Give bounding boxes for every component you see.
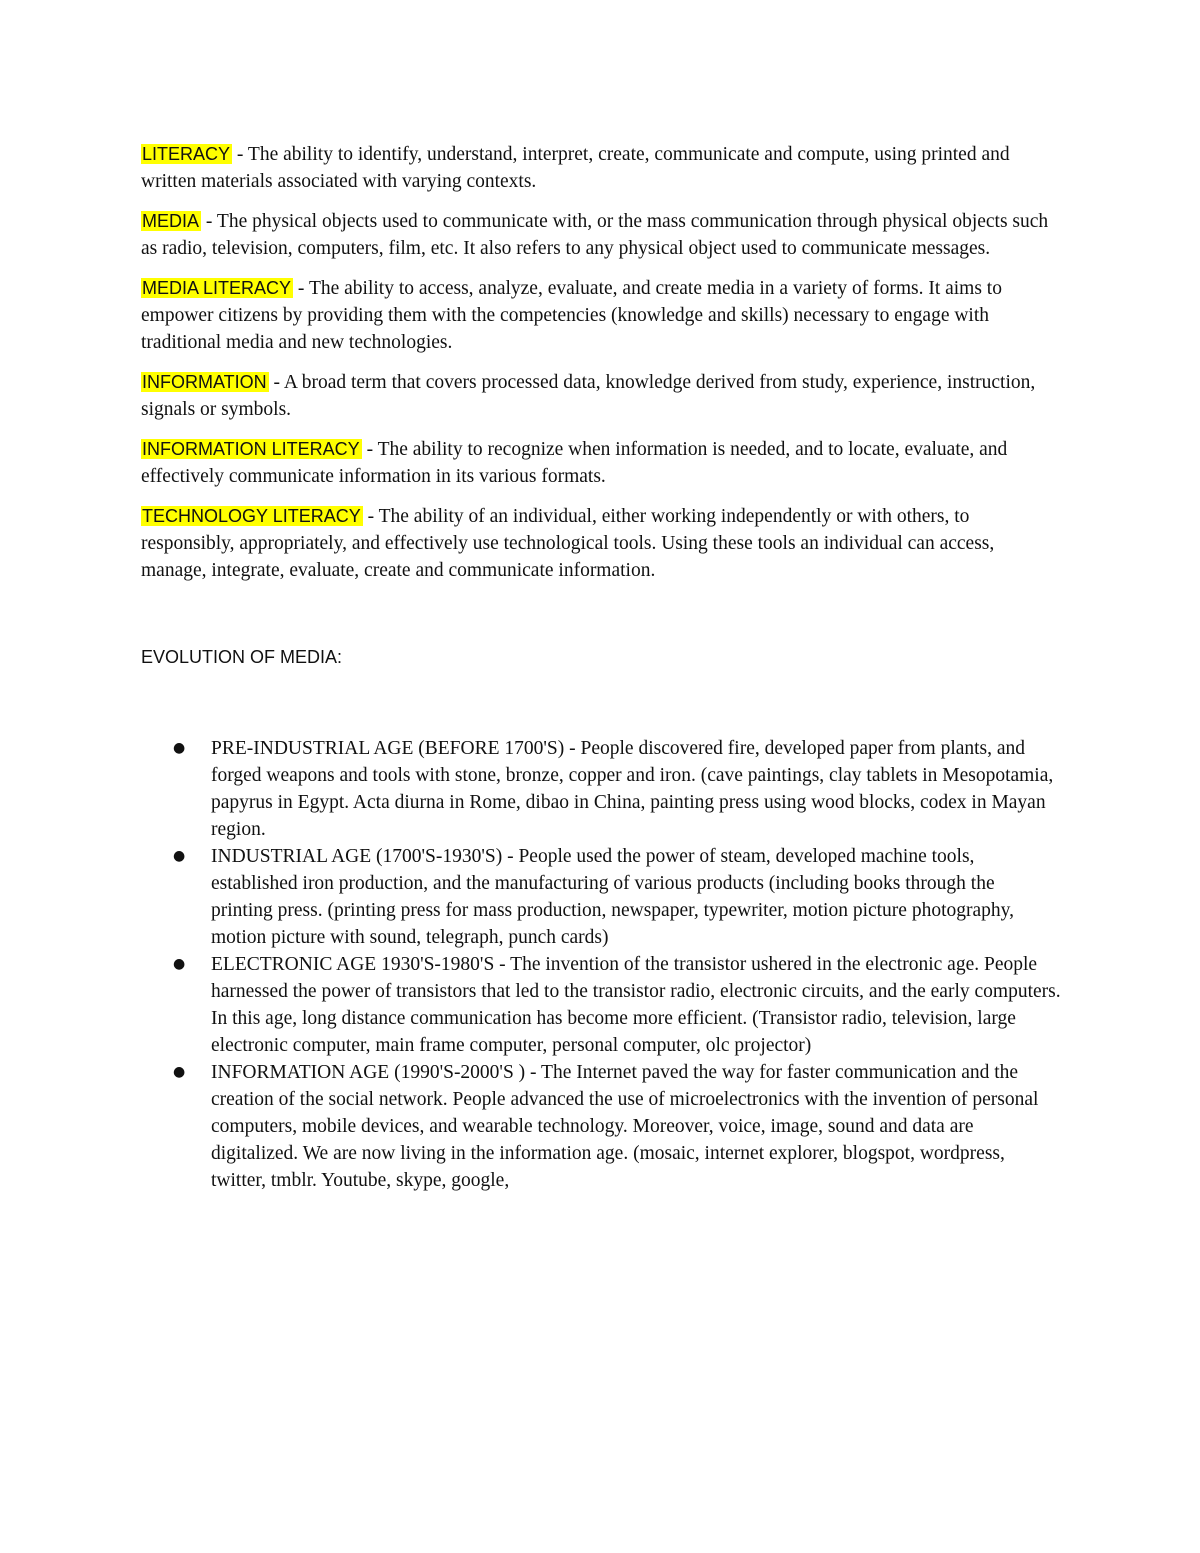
definition-text: - The ability to recognize when information is needed, and to locate, evaluate, and effectively communicate information in its various formats. bbox=[141, 439, 1008, 487]
list-item-pre-industrial-age bbox=[141, 735, 1061, 843]
bullet-icon: ● bbox=[173, 848, 186, 864]
definition-text: - The ability of an individual, either working independently or with others, to responsibly, appropriately, and effectively use technological tools. Using these tools an individual can access, manage, integrate, evaluate, create and communicate information. bbox=[141, 506, 995, 581]
list-item-text: ELECTRONIC AGE 1930'S-1980'S - The invention of the transistor ushered in the electronic age. People harnessed the power of transistors that led to the transistor radio, electronic circuits, and the early computers. In this age, long distance communication has become more efficient. (Transistor radio, television, large electronic computer, main frame computer, personal computer, olc projector) bbox=[211, 954, 1061, 1056]
list-item-text: INDUSTRIAL AGE (1700'S-1930'S) - People used the power of steam, developed machine tools, established iron production, and the manufacturing of various products (including books through the printing press. (printing press for mass production, newspaper, typewriter, motion picture photography, motion picture with sound, telegraph, punch cards) bbox=[211, 846, 1015, 948]
definition-literacy bbox=[141, 141, 1061, 195]
definition-information-literacy bbox=[141, 436, 1061, 490]
definition-media bbox=[141, 208, 1061, 262]
bullet-icon: ● bbox=[173, 740, 186, 756]
term-technology-literacy: TECHNOLOGY LITERACY bbox=[142, 506, 361, 526]
list-item-electronic-age bbox=[141, 951, 1061, 1059]
list-item-text: INFORMATION AGE (1990'S-2000'S ) - The Internet paved the way for faster communication and the creation of the social network. People advanced the use of microelectronics with the invention of personal computers, mobile devices, and wearable technology. Moreover, voice, image, sound and data are digitalized. We are now living in the information age. (mosaic, internet explorer, blogspot, wordpress, twitter, tmblr. Youtube, skype, google, bbox=[211, 1062, 1039, 1191]
term-media: MEDIA bbox=[142, 211, 200, 231]
term-information: INFORMATION bbox=[142, 372, 267, 392]
definition-information bbox=[141, 369, 1061, 423]
term-information-literacy: INFORMATION LITERACY bbox=[142, 439, 360, 459]
document-page bbox=[141, 141, 1061, 1194]
definition-technology-literacy bbox=[141, 503, 1061, 584]
definition-media-literacy bbox=[141, 275, 1061, 356]
list-item-industrial-age bbox=[141, 843, 1061, 951]
bullet-icon: ● bbox=[173, 956, 186, 972]
definition-text: - The physical objects used to communicate with, or the mass communication through physical objects such as radio, television, computers, film, etc. It also refers to any physical object used to communicate messages. bbox=[141, 211, 1049, 259]
section-heading-text: EVOLUTION OF MEDIA: bbox=[141, 647, 343, 667]
definition-text: - The ability to identify, understand, interpret, create, communicate and compute, using printed and written materials associated with varying contexts. bbox=[141, 144, 1010, 192]
term-literacy: LITERACY bbox=[142, 144, 231, 164]
definition-text: - The ability to access, analyze, evaluate, and create media in a variety of forms. It aims to empower citizens by providing them with the competencies (knowledge and skills) necessary to engage with traditional media and new technologies. bbox=[141, 278, 1002, 353]
section-heading bbox=[141, 644, 1061, 671]
media-ages-list bbox=[141, 735, 1061, 1194]
definition-text: - A broad term that covers processed data, knowledge derived from study, experience, instruction, signals or symbols. bbox=[141, 372, 1036, 420]
term-media-literacy: MEDIA LITERACY bbox=[142, 278, 292, 298]
list-item-text: PRE-INDUSTRIAL AGE (BEFORE 1700'S) - People discovered fire, developed paper from plants, and forged weapons and tools with stone, bronze, copper and iron. (cave paintings, clay tablets in Mesopotamia, papyrus in Egypt. Acta diurna in Rome, dibao in China, painting press using wood blocks, codex in Mayan region. bbox=[211, 738, 1054, 840]
bullet-icon: ● bbox=[173, 1064, 186, 1080]
list-item-information-age bbox=[141, 1059, 1061, 1194]
